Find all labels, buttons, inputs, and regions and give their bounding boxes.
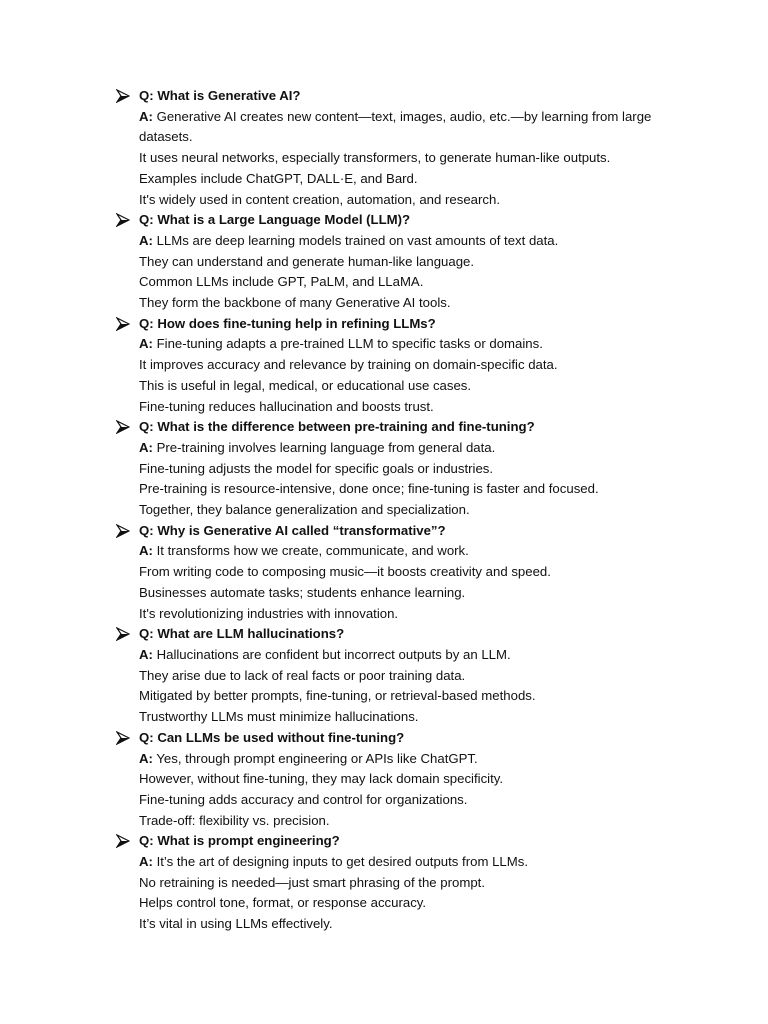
answer-label: A: [139, 108, 153, 124]
faq-item [116, 86, 716, 210]
answer-line: Pre-training is resource-intensive, done once; fine-tuning is faster and focused. [139, 481, 599, 497]
question-text: Q: What is prompt engineering? [139, 833, 340, 849]
answer-line: It's revolutionizing industries with innovation. [139, 605, 399, 621]
question-text: Q: Why is Generative AI called “transformative”? [139, 522, 446, 538]
answer-text: LLMs are deep learning models trained on vast amounts of text data. [152, 232, 559, 248]
question-text: Q: What are LLM hallucinations? [139, 626, 345, 642]
answer-line: They arise due to lack of real facts or poor training data. [139, 667, 466, 683]
answer-line: They form the backbone of many Generative AI tools. [139, 295, 451, 311]
arrowhead-bullet-icon [116, 213, 130, 227]
faq-item [116, 521, 716, 625]
answer-line: Helps control tone, format, or response accuracy. [139, 895, 427, 911]
answer-line: Trade-off: flexibility vs. precision. [139, 812, 330, 828]
answer-first-line [139, 334, 716, 355]
question-text: Q: What is the difference between pre-training and fine-tuning? [139, 419, 535, 435]
answer-text: Generative AI creates new content—text, images, audio, etc.—by learning from large datasets. [139, 108, 652, 145]
question-text: Q: Can LLMs be used without fine-tuning? [139, 729, 405, 745]
arrowhead-bullet-icon [116, 317, 130, 331]
faq-list [116, 86, 716, 935]
answer-text: Pre-training involves learning language from general data. [152, 439, 496, 455]
answer-text: Hallucinations are confident but incorrect outputs by an LLM. [152, 646, 511, 662]
answer-line: Together, they balance generalization and specialization. [139, 502, 470, 518]
answer-label: A: [139, 439, 153, 455]
answer-first-line [139, 107, 659, 148]
answer-line: Examples include ChatGPT, DALL·E, and Bard. [139, 170, 418, 186]
question-text: Q: What is Generative AI? [139, 88, 301, 103]
answer-first-line [139, 852, 716, 873]
answer-first-line [139, 749, 716, 770]
answer-label: A: [139, 750, 153, 766]
answer-line: Fine-tuning adjusts the model for specific goals or industries. [139, 460, 494, 476]
faq-item [116, 417, 716, 521]
answer-label: A: [139, 854, 153, 870]
arrowhead-bullet-icon [116, 731, 130, 745]
answer-label: A: [139, 646, 153, 662]
answer-line: However, without fine-tuning, they may lack domain specificity. [139, 771, 504, 787]
arrowhead-bullet-icon [116, 627, 130, 641]
answer-line: Fine-tuning adds accuracy and control for organizations. [139, 791, 468, 807]
answer-line: They can understand and generate human-like language. [139, 253, 475, 269]
answer-line: No retraining is needed—just smart phrasing of the prompt. [139, 874, 485, 890]
answer-first-line [139, 231, 716, 252]
faq-item [116, 831, 716, 935]
faq-item [116, 728, 716, 832]
answer-label: A: [139, 336, 153, 352]
answer-line: It improves accuracy and relevance by training on domain-specific data. [139, 357, 558, 373]
answer-line: This is useful in legal, medical, or educational use cases. [139, 377, 472, 393]
question-text: Q: How does fine-tuning help in refining LLMs? [139, 315, 436, 331]
answer-label: A: [139, 232, 153, 248]
arrowhead-bullet-icon [116, 524, 130, 538]
answer-line: It’s vital in using LLMs effectively. [139, 916, 333, 932]
answer-line: Common LLMs include GPT, PaLM, and LLaMA. [139, 274, 424, 290]
answer-line: Businesses automate tasks; students enhance learning. [139, 584, 466, 600]
answer-text: It’s the art of designing inputs to get desired outputs from LLMs. [152, 854, 528, 870]
arrowhead-bullet-icon [116, 420, 130, 434]
answer-line: It uses neural networks, especially transformers, to generate human-like outputs. [139, 150, 611, 166]
faq-item [116, 624, 716, 728]
answer-text: Fine-tuning adapts a pre-trained LLM to specific tasks or domains. [152, 336, 543, 352]
answer-first-line [139, 645, 716, 666]
answer-first-line [139, 438, 716, 459]
answer-text: Yes, through prompt engineering or APIs like ChatGPT. [152, 750, 478, 766]
faq-item [116, 210, 716, 314]
faq-item [116, 314, 716, 418]
arrowhead-bullet-icon [116, 89, 130, 103]
answer-first-line [139, 541, 716, 562]
answer-line: From writing code to composing music—it boosts creativity and speed. [139, 564, 551, 580]
answer-label: A: [139, 543, 153, 559]
answer-line: It's widely used in content creation, automation, and research. [139, 191, 500, 207]
arrowhead-bullet-icon [116, 834, 130, 848]
question-text: Q: What is a Large Language Model (LLM)? [139, 212, 411, 228]
answer-text: It transforms how we create, communicate, and work. [152, 543, 469, 559]
answer-line: Mitigated by better prompts, fine-tuning, or retrieval-based methods. [139, 688, 536, 704]
answer-line: Trustworthy LLMs must minimize hallucinations. [139, 709, 419, 725]
answer-line: Fine-tuning reduces hallucination and boosts trust. [139, 398, 434, 414]
